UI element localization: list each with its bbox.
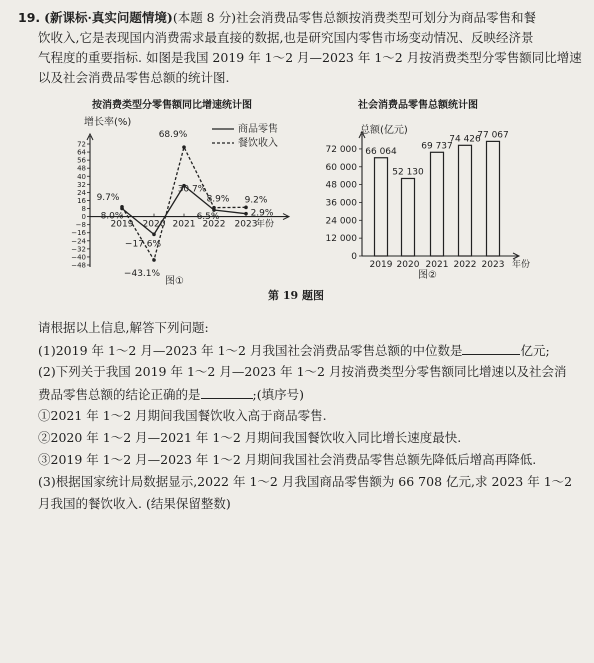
line-chart-y-tick-label: −40 [71, 253, 86, 262]
part-1 [38, 342, 550, 359]
bar-chart-y-tick-label: 0 [351, 252, 357, 262]
retail-total-bar-value-label: 77 067 [477, 130, 509, 141]
line-chart-x-tick-label: 2020 [142, 219, 166, 230]
part-2-line-1: (2)下列关于我国 2019 年 1～2 月—2023 年 1～2 月按消费类型分零售额同比增速以及社会消 [38, 364, 567, 379]
catering-revenue-point [212, 206, 216, 210]
line-chart-x-tick-label: 2023 [234, 219, 258, 230]
retail-total-bar-chart [312, 98, 574, 288]
bar-chart-marks [365, 130, 509, 256]
question-intro-line-2: 饮收入,它是表现国内消费需求最直接的数据,也是研究国内零售市场变动情况、反映经济景 [38, 30, 534, 45]
part-2-line-2 [38, 386, 304, 403]
retail-total-bar [375, 158, 388, 256]
part-1-unit: 亿元; [520, 343, 550, 358]
line-chart-y-tick-label: 0 [81, 213, 86, 222]
question-tag: (新课标·真实问题情境) [44, 10, 173, 25]
part-1-answer-blank[interactable] [462, 342, 520, 355]
line-chart-y-tick-label: 48 [77, 164, 86, 173]
line-chart-marks [97, 130, 274, 279]
commodity-retail-point [244, 212, 248, 216]
line-chart-x-tick-label: 2021 [172, 219, 196, 230]
bar-chart-x-tick-label: 2021 [425, 260, 449, 270]
statement-3: ③2019 年 1～2 月—2023 年 1～2 月期间我国社会消费品零售总额先降低后增高再降低. [38, 452, 537, 467]
line-chart-ylabel: 增长率(%) [84, 117, 132, 128]
part-2-hint: ;(填序号) [252, 387, 304, 402]
part-3-line-2: 月我国的餐饮收入. (结果保留整数) [38, 496, 231, 511]
bar-chart-ylabel: 总额(亿元) [360, 125, 408, 136]
commodity-retail-data-label: 30.7% [177, 184, 207, 195]
bar-chart-figure-label: 图② [418, 270, 437, 281]
line-chart-y-tick-label: −32 [71, 245, 86, 254]
retail-total-bar [459, 145, 472, 256]
question-intro-line-3: 气程度的重要指标. 如图是我国 2019 年 1～2 月—2023 年 1～2 月按消费类型分零售额同比增速 [38, 50, 582, 65]
catering-revenue-data-label: 9.7% [96, 192, 120, 203]
line-chart-y-tick-label: 40 [77, 172, 86, 181]
bar-chart-x-tick-label: 2022 [453, 260, 477, 270]
intro-text-1: (本题 8 分)社会消费品零售总额按消费类型可划分为商品零售和餐 [172, 10, 536, 25]
bar-chart-title: 社会消费品零售总额统计图 [358, 100, 478, 111]
commodity-retail-data-label: −17.6% [124, 239, 162, 250]
retail-total-bar-value-label: 69 737 [421, 141, 453, 152]
statement-2: ②2020 年 1～2 月—2021 年 1～2 月期间我国餐饮收入同比增长速度最快. [38, 430, 462, 445]
retail-total-bar [487, 141, 500, 256]
line-chart-figure-label: 图① [165, 276, 184, 287]
bar-chart-y-tick-label: 72 000 [325, 144, 357, 155]
legend-catering-revenue: 餐饮收入 [238, 138, 278, 149]
question-intro-line-1 [18, 10, 536, 26]
line-chart-y-tick-label: −8 [75, 221, 86, 230]
commodity-retail-data-label: 6.5% [196, 212, 220, 223]
catering-revenue-point [182, 145, 186, 149]
line-chart-xlabel: 年份 [256, 219, 275, 230]
question-intro-line-4: 以及社会消费品零售总额的统计图. [38, 70, 230, 85]
bar-chart-x-tick-label: 2023 [481, 260, 505, 270]
retail-total-bar-value-label: 66 064 [365, 146, 397, 157]
line-chart-y-tick-label: −16 [71, 229, 86, 238]
question-number: 19. [18, 10, 41, 25]
catering-revenue-point [152, 258, 156, 262]
catering-revenue-data-label: 9.2% [244, 195, 268, 206]
line-chart-y-tick-label: −24 [71, 237, 86, 246]
bar-chart-x-tick-label: 2020 [396, 260, 420, 270]
catering-revenue-data-label: −43.1% [123, 269, 161, 280]
catering-revenue-data-label: 68.9% [158, 130, 188, 141]
retail-total-bar-value-label: 52 130 [392, 167, 424, 178]
catering-revenue-point [244, 206, 248, 210]
retail-total-bar [431, 152, 444, 256]
line-chart-y-tick-label: 32 [77, 180, 86, 189]
growth-rate-line-chart [62, 98, 302, 290]
line-chart-legend [212, 122, 278, 149]
line-chart-y-tick-label: 64 [77, 148, 86, 157]
bar-chart-x-tick-label: 2019 [369, 260, 393, 270]
part-1-text: (1)2019 年 1～2 月—2023 年 1～2 月我国社会消费品零售总额的中位数是 [38, 343, 463, 358]
part-3-line-1: (3)根据国家统计局数据显示,2022 年 1～2 月我国商品零售额为 66 708 亿元,求 2023 年 1～2 [38, 474, 573, 489]
figure-caption: 第 19 题图 [268, 289, 324, 302]
bar-chart-y-tick-label: 36 000 [325, 198, 357, 209]
catering-revenue-data-label: 8.9% [206, 194, 230, 205]
line-chart-title: 按消费类型分零售额同比增速统计图 [92, 100, 252, 111]
line-chart-y-tick-label: 8 [81, 205, 86, 214]
legend-commodity-retail: 商品零售 [238, 124, 278, 135]
part-2-answer-blank[interactable] [201, 386, 253, 399]
bar-chart-y-tick-label: 12 000 [325, 234, 357, 245]
line-chart-y-tick-label: −48 [71, 261, 86, 270]
bar-chart-y-tick-label: 24 000 [325, 216, 357, 227]
prompt-text: 请根据以上信息,解答下列问题: [38, 320, 209, 335]
commodity-retail-data-label: 2.9% [250, 208, 274, 219]
line-chart-y-tick-label: 16 [77, 196, 86, 205]
line-chart-y-tick-label: 56 [77, 156, 86, 165]
catering-revenue-point [120, 205, 124, 209]
part-2-text: 费品零售总额的结论正确的是 [38, 387, 201, 402]
line-chart-y-tick-label: 72 [77, 140, 86, 149]
line-chart-x-tick-label: 2022 [202, 219, 226, 230]
statement-1: ①2021 年 1～2 月期间我国餐饮收入高于商品零售. [38, 408, 327, 423]
bar-chart-xlabel: 年份 [512, 260, 531, 270]
line-chart-x-tick-label: 2019 [110, 219, 134, 230]
line-chart-y-tick-label: 24 [77, 188, 86, 197]
retail-total-bar-value-label: 74 426 [449, 134, 481, 145]
bar-chart-y-tick-label: 48 000 [325, 180, 357, 191]
retail-total-bar [402, 178, 415, 256]
commodity-retail-point [152, 233, 156, 237]
commodity-retail-data-label: 8.0% [100, 211, 124, 222]
bar-chart-y-tick-label: 60 000 [325, 162, 357, 173]
